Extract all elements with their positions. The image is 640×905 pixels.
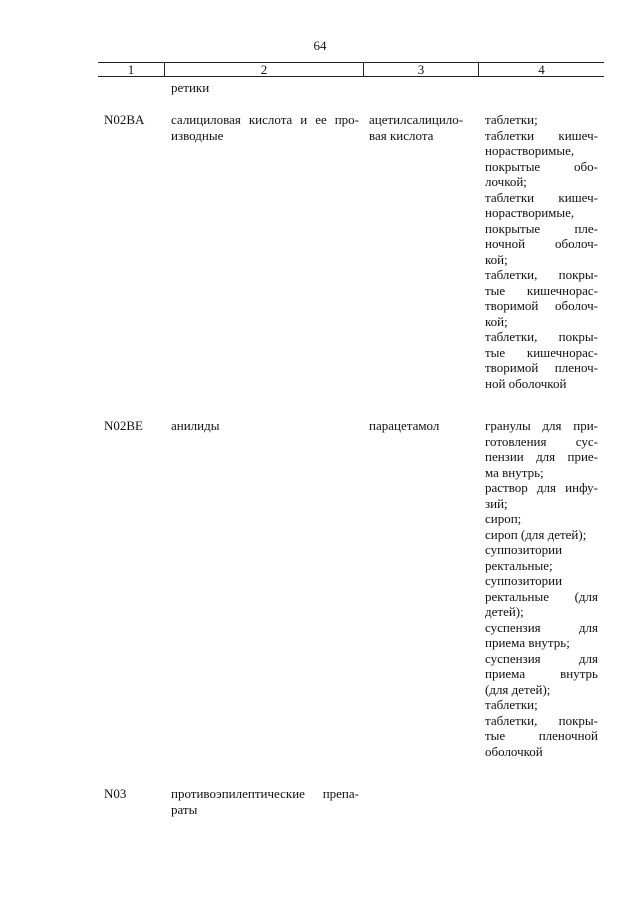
pharmacological-group — [171, 112, 359, 143]
pharmacological-group: анилиды — [171, 418, 220, 433]
dosage-form-line: суспензия для — [485, 619, 598, 635]
dosage-form-line: норастворимые, — [485, 143, 575, 158]
dosage-form-line: (для детей); — [485, 681, 551, 697]
column-header-row — [98, 62, 604, 77]
column-header-2: 2 — [260, 62, 268, 77]
dosage-form-line: сироп; — [485, 511, 522, 526]
dosage-form-line: ной оболочкой — [485, 375, 567, 391]
active-substance: парацетамол — [369, 418, 440, 433]
substance-line: ацетилсалицило- — [369, 112, 464, 127]
dosage-form-line: норастворимые, — [485, 205, 575, 220]
column-header-4: 4 — [538, 62, 545, 77]
dosage-form-line: таблетки, покры- — [485, 267, 598, 282]
dosage-form-line: таблетки, покры- — [485, 329, 598, 344]
column-header-3: 3 — [417, 62, 425, 77]
dosage-form-line: приема внутрь; — [485, 635, 570, 650]
dosage-form-line: творимой оболоч- — [485, 298, 598, 313]
dosage-form-line: таблетки кишеч- — [485, 127, 598, 143]
dosage-form-line: покрытые обо- — [485, 158, 598, 174]
atc-code: N02BA — [104, 112, 145, 127]
dosage-form-line: готовления сус- — [485, 433, 598, 449]
dosage-form-line: тые кишечнорас- — [485, 344, 598, 360]
dosage-forms — [485, 418, 598, 759]
dosage-form-line: таблетки; — [485, 112, 538, 127]
group-line: салициловая кислота и ее про- — [171, 112, 359, 127]
dosage-form-line: оболочкой — [485, 743, 543, 759]
dosage-form-line: кой; — [485, 313, 508, 329]
dosage-form-line: пензии для прие- — [485, 449, 598, 464]
dosage-form-line: ночной оболоч- — [485, 236, 598, 251]
dosage-form-line: сироп (для детей); — [485, 526, 587, 542]
pharmacological-group — [171, 786, 359, 817]
dosage-form-line: таблетки; — [485, 697, 538, 712]
dosage-form-line: кой; — [485, 251, 508, 267]
dosage-form-line: зий; — [485, 495, 508, 511]
dosage-form-line: таблетки, покры- — [485, 712, 598, 728]
atc-code: N03 — [104, 786, 127, 801]
dosage-form-line: покрытые пле- — [485, 220, 598, 236]
dosage-form-line: тые пленочной — [485, 728, 598, 743]
column-header-1: 1 — [127, 62, 135, 77]
dosage-form-line: ректальные (для — [485, 588, 598, 604]
page-number: 64 — [313, 38, 327, 53]
group-line: противоэпилептические препа- — [171, 786, 359, 801]
substance-line: вая кислота — [369, 127, 434, 143]
dosage-form-line: суспензия для — [485, 650, 598, 666]
dosage-forms — [485, 112, 598, 391]
dosage-form-line: таблетки кишеч- — [485, 189, 598, 205]
dosage-form-line: приема внутрь — [485, 666, 598, 681]
dosage-form-line: творимой пленоч- — [485, 360, 598, 375]
dosage-form-line: ректальные; — [485, 557, 553, 573]
active-substance — [369, 112, 474, 143]
dosage-form-line: тые кишечнорас- — [485, 282, 598, 298]
dosage-form-line: детей); — [485, 604, 524, 619]
continuation-text: ретики — [171, 80, 210, 95]
dosage-form-line: суппозитории — [485, 573, 563, 588]
dosage-form-line: ма внутрь; — [485, 464, 544, 480]
dosage-form-line: лочкой; — [485, 174, 527, 189]
dosage-form-line: суппозитории — [485, 542, 563, 557]
group-line: раты — [171, 801, 198, 817]
dosage-form-line: раствор для инфу- — [485, 480, 598, 495]
group-line: изводные — [171, 127, 224, 143]
atc-code: N02BE — [104, 418, 143, 433]
dosage-form-line: гранулы для при- — [485, 418, 598, 433]
